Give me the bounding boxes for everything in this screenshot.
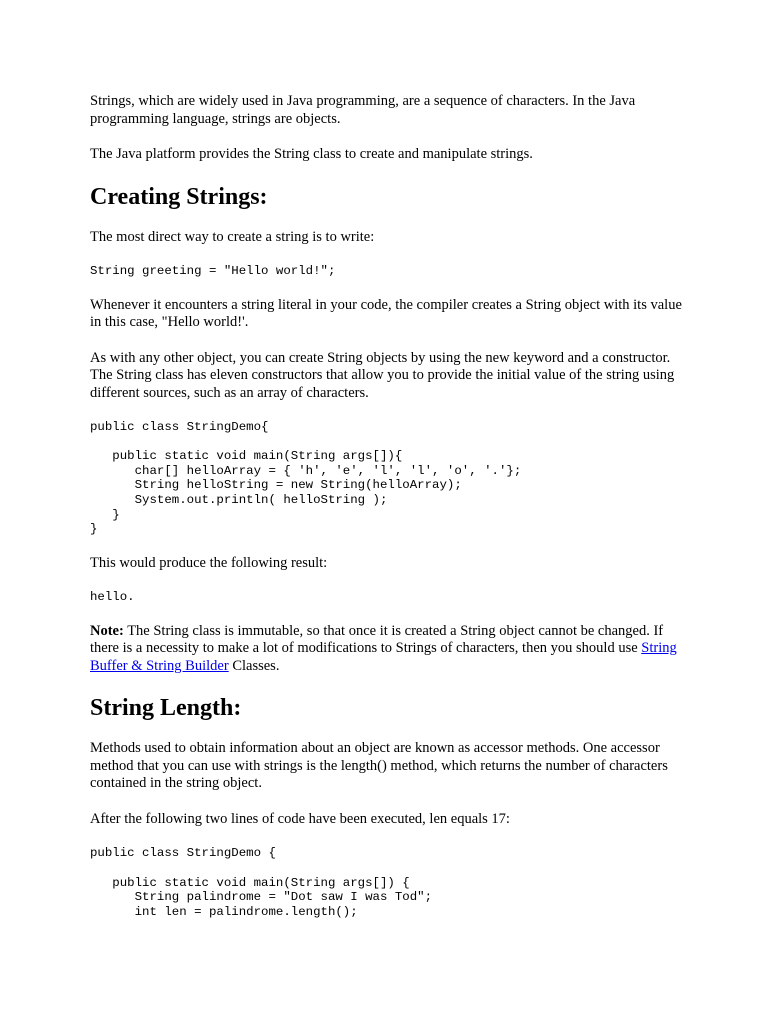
length-paragraph-1: Methods used to obtain information about an object are known as accessor methods. One accessor method that you can use with strings is the length() method, which returns the number of characters contained in the string object. (90, 740, 668, 792)
creating-paragraph-3: As with any other object, you can create String objects by using the new keyword and a constructor. The String class has eleven constructors that allow you to provide the initial value of the string using different sources, such as an array of characters. (90, 349, 675, 401)
creating-paragraph-4: This would produce the following result: (90, 554, 328, 571)
creating-paragraph-1: The most direct way to create a string is to write: (90, 228, 375, 245)
creating-paragraph-2: Whenever it encounters a string literal in your code, the compiler creates a String object with its value in this case, "Hello world!'. (90, 296, 682, 331)
string-buffer-builder-link[interactable]: String Buffer & String Builder (90, 640, 677, 674)
code-block-output: hello. (90, 590, 135, 605)
section-heading-string-length: String Length: (90, 695, 242, 722)
note-end: Classes. (228, 657, 280, 674)
code-block-greeting: String greeting = "Hello world!"; (90, 264, 336, 278)
section-heading-creating-strings: Creating Strings: (90, 183, 268, 210)
intro-paragraph-1: Strings, which are widely used in Java programming, are a sequence of characters. In the Java programming language, strings are objects. (90, 93, 636, 127)
note-paragraph (90, 623, 690, 676)
document-page (90, 93, 690, 937)
intro-paragraph-2: The Java platform provides the String class to create and manipulate strings. (90, 146, 533, 162)
code-block-string-demo: public class StringDemo{ public static void main(String args[]){ char[] helloArray = { 'h', 'e', 'l', 'l', 'o', '.'}; String helloString = new String(helloArray); System.out.println( helloString ); } } (90, 420, 522, 537)
note-text: The String class is immutable, so that once it is created a String object cannot be changed. If there is a necessity to make a lot of modifications to Strings of characters, then you should use (90, 622, 664, 657)
code-block-palindrome: public class StringDemo { public static void main(String args[]) { String palindrome = "Dot saw I was Tod"; int len = palindrome.length(); (90, 846, 433, 919)
length-paragraph-2: After the following two lines of code have been executed, len equals 17: (90, 810, 510, 827)
note-label: Note: (90, 622, 124, 639)
